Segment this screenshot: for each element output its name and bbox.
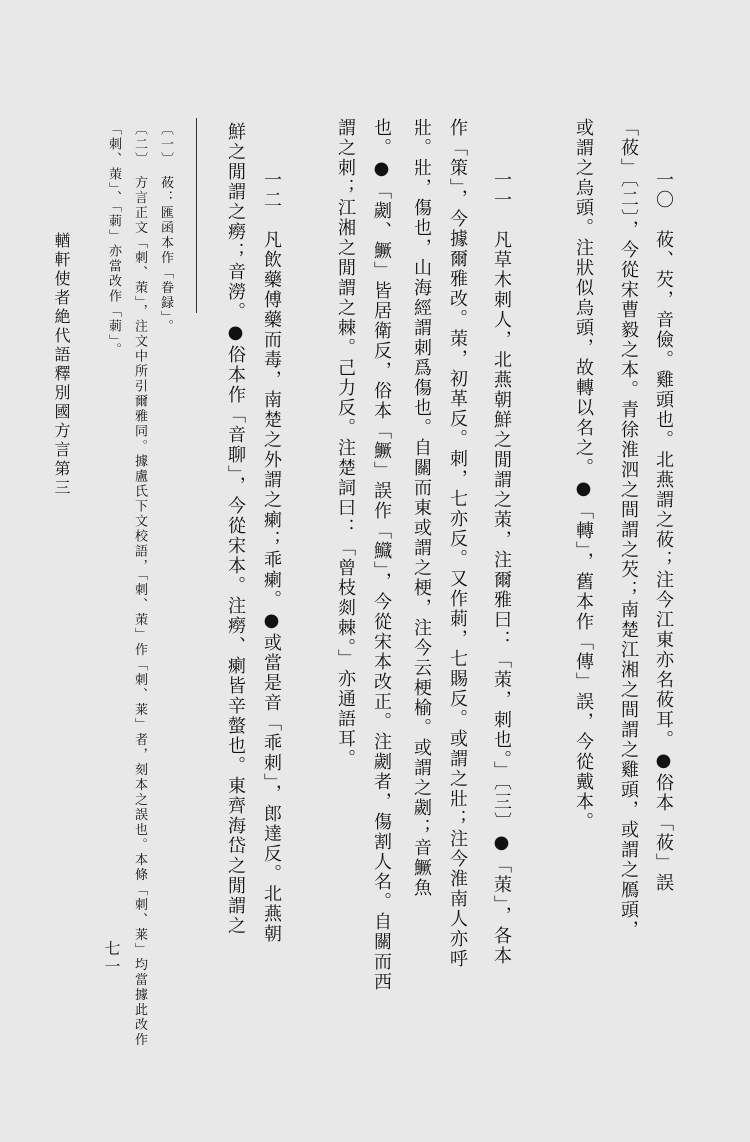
footnote-2: 〔二〕 方言正文「刺、茦」，注文中所引爾雅同。據盧氏下文校語，「刺、茦」作「刺、莱」者，刻本之誤也。本條「刺、莱」均當據此改作 <box>132 122 147 1048</box>
footnote-1: 〔一〕 莜：匯函本作「眷録」。 <box>158 122 173 334</box>
text-column-2: 「莜」〔二〕，今從宋曹毅之本。青徐淮泗之間謂之芡；南楚江湘之間謂之雞頭，或謂之鴈頭， <box>618 118 639 940</box>
footnote-divider <box>196 118 197 313</box>
text-column-6: 壯。壯，傷也，山海經謂刺爲傷也。自關而東或謂之梗，注今云梗榆。或謂之劌；音鱖魚 <box>411 118 432 898</box>
running-header: 輶軒使者絶代語釋別國方言第三 <box>52 232 71 498</box>
text-column-1: 一〇 莜、芡，音儉。雞頭也。北燕謂之莜；注今江東亦名莜耳。●俗本「莜」誤 <box>653 170 674 893</box>
text-column-8: 謂之刺；江湘之閒謂之棘。己力反。注楚詞曰：「曾枝剡棘。」亦通語耳。 <box>335 118 356 769</box>
text-column-3: 或謂之烏頭。注狀似烏頭，故轉以名之。●「轉」，舊本作「傳」誤，今從戴本。 <box>573 118 594 832</box>
page-number: 七一 <box>102 940 121 976</box>
text-column-4: 一一 凡草木刺人，北燕朝鮮之閒謂之茦，注爾雅曰：「茦，刺也。」〔三〕●「茦」，各本 <box>491 170 512 966</box>
text-column-7: 也。●「劌、鱖」皆居衛反，俗本「鱖」誤作「鱵」，今從宋本改正。注劌者，傷割人名。自關而西 <box>371 118 392 992</box>
footnote-3: 「刺、茦」、「莿」亦當改作「莿」。 <box>106 122 121 358</box>
text-column-10: 鮮之閒謂之癆；音澇。●俗本作「音聊」，今從宋本。注癆、瘌皆辛螫也。東齊海岱之閒謂之 <box>225 122 246 936</box>
text-column-5: 作「策」，今據爾雅改。茦，初革反。刺，七亦反。又作莿，七賜反。或謂之壯；注今淮南人亦呼 <box>447 118 468 969</box>
text-column-9: 一二 凡飲藥傅藥而毒，南楚之外謂之瘌；乖瘌。●或當是音「乖刺」，郎達反。北燕朝 <box>261 170 282 944</box>
